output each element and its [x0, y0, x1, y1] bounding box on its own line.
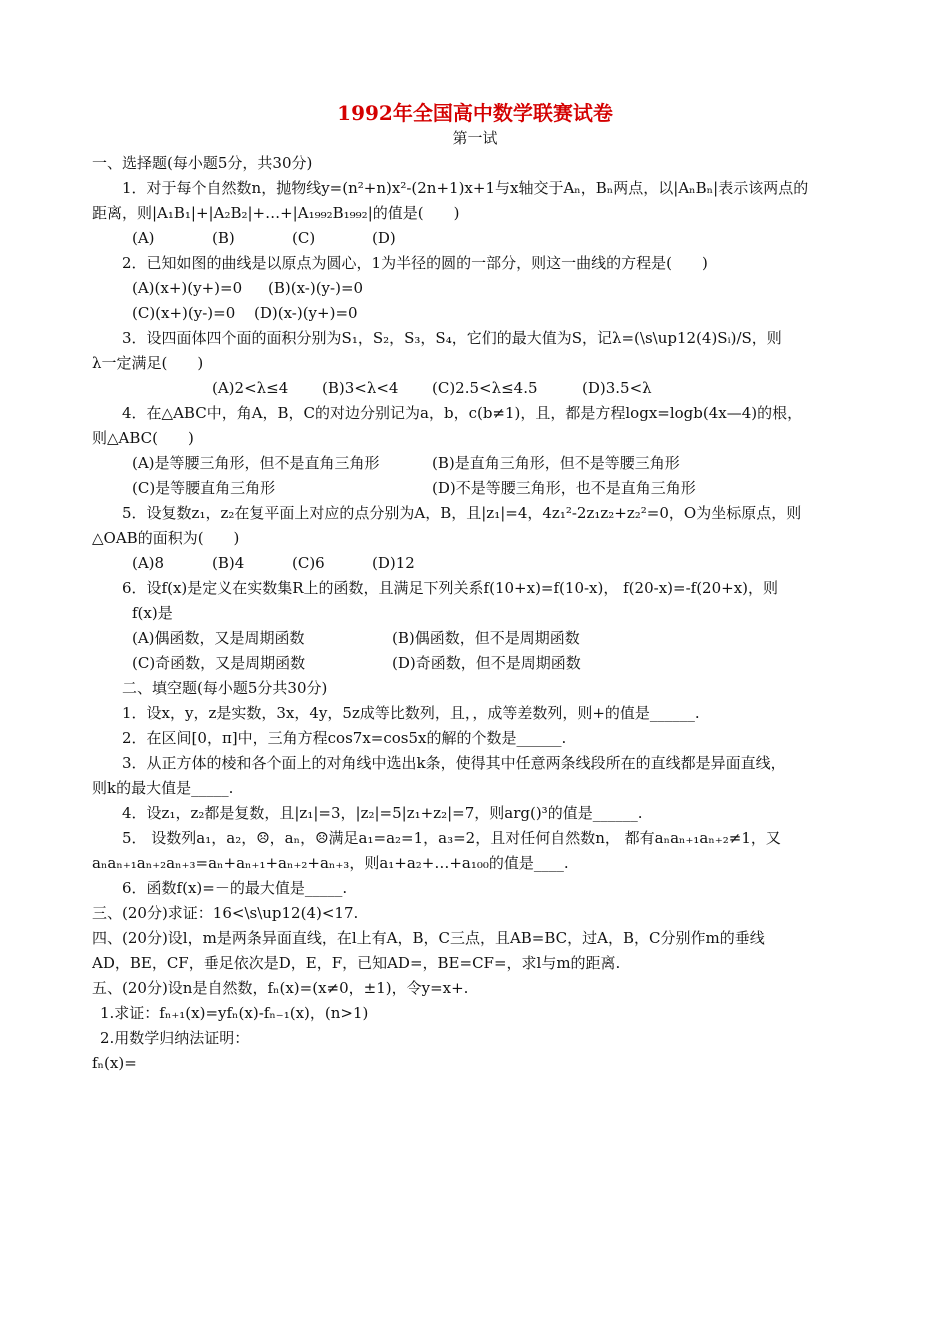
- question-text: 1.求证：fₙ₊₁(x)=yfₙ(x)-fₙ₋₁(x)，(n>1): [100, 1004, 369, 1022]
- option-row: [92, 226, 862, 251]
- question-text: 4．在△ABC中，角A，B，C的对边分别记为a，b，c(b≠1)，且，都是方程logx=logb(4x—4)的根，: [122, 404, 803, 422]
- option-a: (A)是等腰三角形，但不是直角三角形: [132, 454, 380, 472]
- option-b: (B)4: [212, 554, 245, 572]
- option-c: (C)(x+)(y-)=0: [132, 304, 236, 322]
- question-text: 2.用数学归纳法证明：: [100, 1029, 250, 1047]
- question-text: △OAB的面积为( ): [92, 529, 240, 547]
- option-c: (C)2.5<λ≤4.5: [432, 379, 538, 397]
- option-row: [92, 651, 862, 676]
- option-c: (C)奇函数，又是周期函数: [132, 654, 306, 672]
- option-a: (A)2<λ≤4: [212, 379, 289, 397]
- section-heading: 五、(20分)设n是自然数，fₙ(x)=(x≠0，±1)，令y=x+.: [92, 979, 469, 997]
- option-c: (C): [292, 229, 316, 247]
- question-text: 则k的最大值是_____.: [92, 779, 234, 797]
- section-heading: 一、选择题(每小题5分，共30分): [92, 154, 313, 172]
- question-text: aₙaₙ₊₁aₙ₊₂aₙ₊₃=aₙ+aₙ₊₁+aₙ₊₂+aₙ₊₃，则a₁+a₂+…+a₁₀₀的值是____.: [92, 854, 569, 872]
- option-b: (B)偶函数，但不是周期函数: [392, 629, 580, 647]
- question-text: 5． 设数列a₁，a₂，☹，aₙ，☹满足a₁=a₂=1，a₃=2，且对任何自然数n， 都有aₙaₙ₊₁aₙ₊₂≠1，又: [122, 829, 781, 847]
- question-text: 2．在区间[0，π]中，三角方程cos7x=cos5x的解的个数是______.: [122, 729, 567, 747]
- section-heading: 四、(20分)设l，m是两条异面直线，在l上有A，B，C三点，且AB=BC，过A，B，C分别作m的垂线: [92, 929, 765, 947]
- question-text: 5．设复数z₁，z₂在复平面上对应的点分别为A，B，且|z₁|=4，4z₁²-2z₁z₂+z₂²=0，O为坐标原点，则: [122, 504, 802, 522]
- question-text: fₙ(x)=: [92, 1054, 137, 1072]
- question-text: 3．设四面体四个面的面积分别为S₁，S₂，S₃，S₄，它们的最大值为S，记λ=(\s\up12(4)Sᵢ)/S，则: [122, 329, 782, 347]
- option-b: (B)3<λ<4: [322, 379, 399, 397]
- question-text: 则△ABC( ): [92, 429, 194, 447]
- option-a: (A)8: [132, 554, 165, 572]
- option-d: (D)不是等腰三角形，也不是直角三角形: [432, 479, 696, 497]
- option-row: [92, 626, 862, 651]
- option-row: [92, 276, 862, 301]
- question-text: AD，BE，CF，垂足依次是D，E，F，已知AD=，BE=CF=，求l与m的距离.: [92, 954, 621, 972]
- option-d: (D)12: [372, 554, 415, 572]
- option-b: (B): [212, 229, 235, 247]
- option-d: (D): [372, 229, 396, 247]
- question-text: 2．已知如图的曲线是以原点为圆心，1为半径的圆的一部分，则这一曲线的方程是( ): [122, 254, 708, 272]
- option-row: [92, 376, 862, 401]
- question-text: f(x)是: [132, 604, 173, 622]
- question-text: 距离，则|A₁B₁|+|A₂B₂|+…+|A₁₉₉₂B₁₉₉₂|的值是( ): [92, 204, 460, 222]
- page-title: 1992年全国高中数学联赛试卷: [337, 101, 613, 125]
- option-row: [92, 451, 862, 476]
- option-row: [92, 551, 862, 576]
- option-c: (C)6: [292, 554, 325, 572]
- page-subtitle: 第一试: [452, 129, 498, 147]
- option-row: [92, 476, 862, 501]
- option-a: (A)偶函数，又是周期函数: [132, 629, 305, 647]
- option-b: (B)(x-)(y-)=0: [268, 279, 364, 297]
- option-a: (A): [132, 229, 155, 247]
- question-text: 1．对于每个自然数n，抛物线y=(n²+n)x²-(2n+1)x+1与x轴交于Aₙ，Bₙ两点，以|AₙBₙ|表示该两点的: [122, 179, 809, 197]
- option-b: (B)是直角三角形，但不是等腰三角形: [432, 454, 680, 472]
- section-heading: 二、填空题(每小题5分共30分): [122, 679, 328, 697]
- exam-body: [92, 151, 862, 1076]
- option-a: (A)(x+)(y+)=0: [132, 279, 243, 297]
- question-text: 6．函数f(x)=－的最大值是_____.: [122, 879, 348, 897]
- option-d: (D)(x-)(y+)=0: [254, 304, 358, 322]
- question-text: 6．设f(x)是定义在实数集R上的函数，且满足下列关系f(10+x)=f(10-x)， f(20-x)=-f(20+x)，则: [122, 579, 779, 597]
- question-text: 1．设x，y，z是实数，3x，4y，5z成等比数列，且，，成等差数列，则+的值是______.: [122, 704, 700, 722]
- option-d: (D)3.5<λ: [582, 379, 652, 397]
- question-text: 3．从正方体的棱和各个面上的对角线中选出k条，使得其中任意两条线段所在的直线都是异面直线，: [122, 754, 786, 772]
- question-text: λ一定满足( ): [92, 354, 204, 372]
- section-heading: 三、(20分)求证：16<\s\up12(4)<17.: [92, 904, 359, 922]
- option-d: (D)奇函数，但不是周期函数: [392, 654, 581, 672]
- option-row: [92, 301, 862, 326]
- option-c: (C)是等腰直角三角形: [132, 479, 276, 497]
- question-text: 4．设z₁，z₂都是复数，且|z₁|=3，|z₂|=5|z₁+z₂|=7，则arg()³的值是______.: [122, 804, 643, 822]
